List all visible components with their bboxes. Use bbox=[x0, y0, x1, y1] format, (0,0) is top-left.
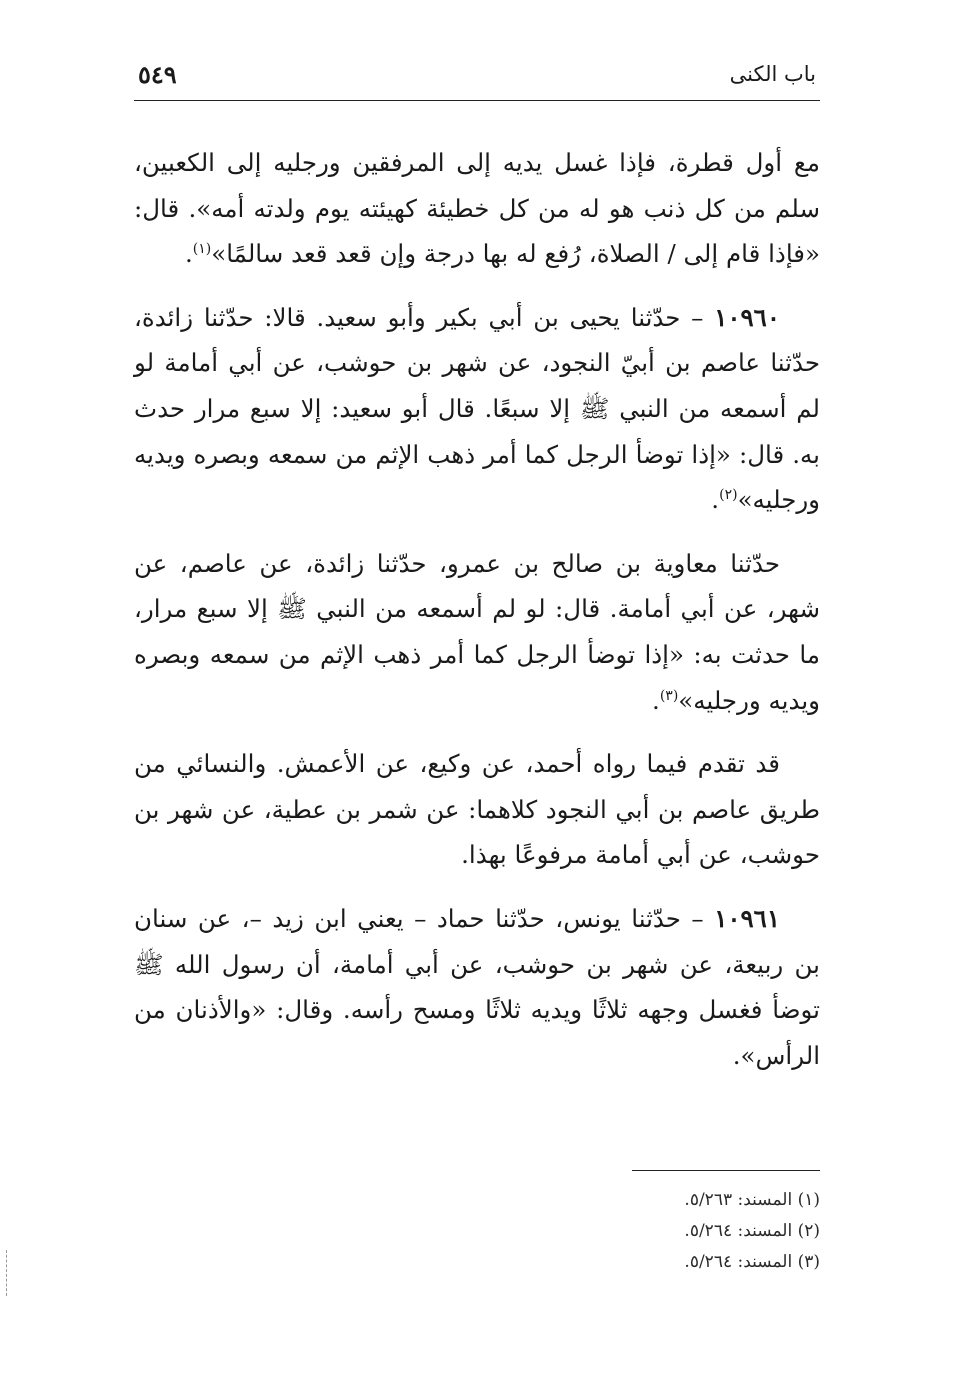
page-number: ٥٤٩ bbox=[138, 60, 177, 89]
footnote-item: (٢) المسند: ٥/٢٦٤. bbox=[684, 1221, 820, 1241]
footnote-item: (١) المسند: ٥/٢٦٣. bbox=[684, 1190, 820, 1210]
page-header bbox=[134, 56, 820, 101]
footnote-divider bbox=[632, 1170, 820, 1171]
footnote-ref: (١) bbox=[192, 241, 212, 258]
paragraph-continuation: مع أول قطرة، فإذا غسل يديه إلى المرفقين ورجليه إلى الكعبين، سلم من كل ذنب هو له من كل خطيئة كهيئته يوم ولدته أمه». قال: «فإذا قام إلى / الصلاة، رُفع له بها درجة وإن قعد قعد سالمًا»$^{(١)}$. bbox=[134, 148, 820, 269]
footnotes-section bbox=[440, 1170, 820, 1278]
paragraph-text: – حدّثنا يحيى بن أبي بكير وأبو سعيد. قالا: حدّثنا زائدة، حدّثنا عاصم بن أبيّ النجود، عن شهر بن حوشب، عن أبي أمامة لو لم أسمعه من النبي ﷺ إلا سبعًا. قال أبو سعيد: إلا سبع مرار حدث به. قال: «إذا توضأ الرجل كما أمر ذهب الإثم من سمعه وبصره ويديه ورجليه» bbox=[134, 302, 820, 515]
chapter-title: باب الكنى bbox=[729, 62, 816, 86]
footnote-ref: (٢) bbox=[719, 487, 738, 503]
paragraph-text: مع أول قطرة، فإذا غسل يديه إلى المرفقين ورجليه إلى الكعبين، سلم من كل ذنب هو له من كل خطيئة كهيئته يوم ولدته أمه». قال: «فإذا قام إلى / الصلاة، رُفع له بها درجة وإن قعد قعد سالمًا» bbox=[134, 148, 820, 269]
hadith-number: ١٠٩٦١ bbox=[714, 903, 780, 933]
paragraph-text: قد تقدم فيما رواه أحمد، عن وكيع، عن الأعمش. والنسائي من طريق عاصم بن أبي النجود كلاهما: عن شمر بن عطية، عن شهر بن حوشب، عن أبي أمامة مرفوعًا بهذا. bbox=[134, 749, 820, 870]
footnote-ref: (٣) bbox=[659, 687, 679, 704]
hadith-variant: حدّثنا معاوية بن صالح بن عمرو، حدّثنا زائدة، عن عاصم، عن شهر، عن أبي أمامة. قال: لو لم أسمعه من النبي ﷺ إلا سبع مرار، ما حدثت به: «إذا توضأ الرجل كما أمر ذهب الإثم من سمعه وبصره ويديه ورجليه»$^{(٣)}$. bbox=[134, 548, 820, 715]
hadith-10961 bbox=[134, 896, 820, 1078]
paragraph-text: – حدّثنا يونس، حدّثنا حماد – يعني ابن زيد –، عن سنان بن ربيعة، عن شهر بن حوشب، عن أبي أمامة، أن رسول الله ﷺ توضأ فغسل وجهه ثلاثًا ويديه ثلاثًا ومسح رأسه. وقال: «والأذنان من الرأس». bbox=[134, 903, 820, 1070]
commentary-paragraph bbox=[134, 741, 820, 878]
footnote-item: (٣) المسند: ٥/٢٦٤. bbox=[684, 1252, 820, 1272]
hadith-10960: ١٠٩٦٠ – حدّثنا يحيى بن أبي بكير وأبو سعيد. قالا: حدّثنا زائدة، حدّثنا عاصم بن أبيّ النجود، عن شهر بن حوشب، عن أبي أمامة لو لم أسمعه من النبي ﷺ إلا سبعًا. قال أبو سعيد: إلا سبع مرار حدث به. قال: «إذا توضأ الرجل كما أمر ذهب الإثم من سمعه وبصره ويديه ورجليه»$^{(٢)}$. bbox=[134, 302, 820, 515]
paragraph-text: حدّثنا معاوية بن صالح بن عمرو، حدّثنا زائدة، عن عاصم، عن شهر، عن أبي أمامة. قال: لو لم أسمعه من النبي ﷺ إلا سبع مرار، ما حدثت به: «إذا توضأ الرجل كما أمر ذهب الإثم من سمعه وبصره ويديه ورجليه» bbox=[134, 548, 820, 715]
hadith-number: ١٠٩٦٠ bbox=[714, 302, 780, 332]
body-text bbox=[134, 140, 820, 1096]
scan-margin-mark bbox=[6, 1250, 9, 1296]
